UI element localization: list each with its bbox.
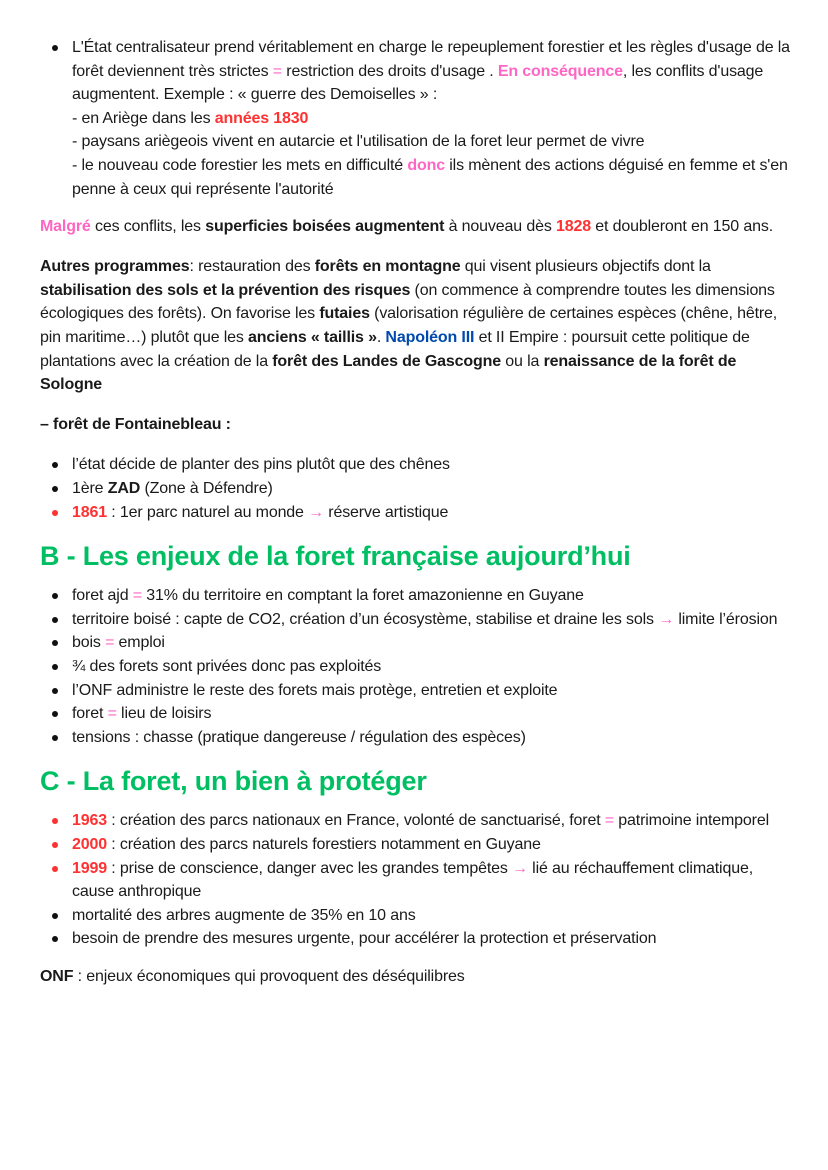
highlighted-text: 1999: [72, 859, 107, 877]
text-run: réserve artistique: [323, 503, 449, 521]
highlighted-text: Malgré: [40, 218, 91, 236]
paragraph: [40, 413, 792, 437]
bullet-list: [40, 36, 792, 201]
text-run: : création des parcs nationaux en France, volonté de sanctuarisé, foret: [107, 812, 605, 830]
highlighted-text: renaissance de la forêt de Sologne: [40, 352, 737, 394]
text-run: - paysans ariègeois vivent en autarcie et l'utilisation de la foret leur permet de vivre: [72, 133, 645, 151]
text-run: : prise de conscience, danger avec les grandes tempêtes: [107, 859, 513, 877]
highlighted-text: – forêt de Fontainebleau :: [40, 416, 231, 434]
text-run: ils mènent des actions déguisé en femme et s'en penne à ceux qui représente l'autorité: [72, 156, 788, 198]
list-item: [40, 501, 792, 525]
section-heading: C - La foret, un bien à protéger: [40, 766, 427, 797]
highlighted-text: 1828: [555, 218, 591, 236]
document-body: [40, 36, 792, 1005]
highlighted-text: stabilisation des sols et la prévention des risques: [40, 281, 411, 299]
highlighted-text: 1963: [72, 812, 107, 830]
text-run: tensions : chasse (pratique dangereuse / régulation des espèces): [72, 728, 526, 746]
highlighted-text: =: [105, 634, 115, 652]
text-run: - le nouveau code forestier les mets en difficulté: [72, 156, 408, 174]
text-run: et doubleront en 150 ans.: [590, 218, 773, 236]
highlighted-text: anciens « taillis »: [248, 329, 377, 347]
text-run: (Zone à Défendre): [140, 480, 273, 497]
list-item: [40, 584, 792, 608]
list-item: [40, 809, 792, 833]
list-item: [40, 453, 792, 477]
text-run: mortalité des arbres augmente de 35% en 10 ans: [72, 906, 416, 924]
list-item: [40, 631, 792, 655]
text-run: restriction des droits d'usage .: [281, 62, 498, 80]
text-run: ¾ des forets sont privées donc pas exploités: [72, 657, 382, 675]
text-run: ou la: [501, 352, 544, 370]
highlighted-text: futaies: [319, 305, 370, 323]
bullet-list: [40, 584, 792, 749]
text-run: : enjeux économiques qui provoquent des déséquilibres: [73, 967, 465, 985]
highlighted-text: =: [132, 587, 142, 605]
text-run: et II Empire : poursuit cette politique de plantations avec la création de la: [40, 329, 750, 370]
bullet-list: [40, 809, 792, 951]
text-run: territoire boisé : capte de CO2, création d’un écosystème, stabilise et draine les sols: [72, 610, 659, 628]
text-run: (on commence à comprendre toutes les dimensions écologiques des forêts). On favorise les: [40, 281, 775, 323]
highlighted-text: années 1830: [214, 109, 309, 127]
highlighted-text: 2000: [72, 835, 107, 853]
highlighted-text: =: [272, 62, 282, 80]
text-run: l’état décide de planter des pins plutôt que des chênes: [72, 456, 450, 474]
highlighted-text: forêt des Landes de Gascogne: [272, 352, 502, 370]
section-heading: B - Les enjeux de la foret française aujourd’hui: [40, 541, 631, 572]
list-item: [40, 477, 792, 501]
list-item: [40, 833, 792, 857]
highlighted-text: Autres programmes: [40, 258, 190, 276]
list-item: [40, 655, 792, 679]
highlighted-text: superficies boisées augmentent: [205, 218, 445, 236]
text-run: , les conflits d'usage augmentent. Exemple : « guerre des Demoiselles » :: [72, 62, 764, 104]
highlighted-text: forêts en montagne: [314, 258, 461, 276]
bullet-list: [40, 453, 792, 524]
text-run: limite l’érosion: [674, 610, 778, 628]
text-run: ces conflits, les: [90, 218, 206, 236]
paragraph: [40, 255, 792, 397]
text-run: qui visent plusieurs objectifs dont la: [460, 258, 711, 276]
text-run: - en Ariège dans les: [72, 109, 215, 127]
highlighted-text: 1861: [72, 503, 107, 521]
text-run: 1ère: [72, 480, 108, 497]
text-run: .: [376, 329, 386, 347]
text-run: patrimoine intemporel: [614, 812, 769, 830]
text-run: L'État centralisateur prend véritablement en charge le repeuplement forestier et les règles d'usage de la forêt deviennent très strictes: [72, 39, 790, 80]
text-run: à nouveau dès: [444, 218, 556, 236]
list-item: [40, 36, 792, 201]
text-run: 31% du territoire en comptant la foret amazonienne en Guyane: [141, 587, 584, 605]
highlighted-text: →: [308, 503, 324, 521]
highlighted-text: =: [604, 812, 614, 830]
text-run: foret: [72, 705, 108, 723]
list-item: [40, 608, 792, 632]
highlighted-text: →: [512, 859, 528, 877]
text-run: lieu de loisirs: [116, 705, 212, 723]
highlighted-text: ONF: [40, 967, 74, 985]
highlighted-text: donc: [407, 156, 445, 174]
highlighted-text: =: [107, 705, 117, 723]
text-run: l’ONF administre le reste des forets mais protège, entretien et exploite: [72, 681, 558, 699]
highlighted-text: →: [658, 610, 675, 628]
list-item: [40, 702, 792, 726]
text-run: (valorisation régulière de certaines espèces (chêne, hêtre, pin maritime…) plutôt que les: [40, 305, 778, 347]
text-run: : création des parcs naturels forestiers notamment en Guyane: [107, 835, 541, 853]
text-run: : 1er parc naturel au monde: [107, 503, 309, 521]
highlighted-text: En conséquence: [497, 62, 623, 80]
text-run: : restauration des: [189, 258, 315, 276]
list-item: [40, 726, 792, 750]
paragraph: [40, 215, 792, 239]
text-run: besoin de prendre des mesures urgente, pour accélérer la protection et préservation: [72, 930, 657, 948]
list-item: [40, 927, 792, 951]
text-run: bois: [72, 634, 106, 652]
text-run: emploi: [114, 634, 165, 652]
list-item: [40, 904, 792, 928]
list-item: [40, 857, 792, 904]
highlighted-text: ZAD: [107, 480, 141, 497]
highlighted-text: Napoléon III: [385, 329, 475, 347]
text-run: lié au réchauffement climatique, cause anthropique: [72, 859, 753, 901]
list-item: [40, 679, 792, 703]
text-run: foret ajd: [72, 587, 133, 605]
paragraph: [40, 965, 792, 989]
